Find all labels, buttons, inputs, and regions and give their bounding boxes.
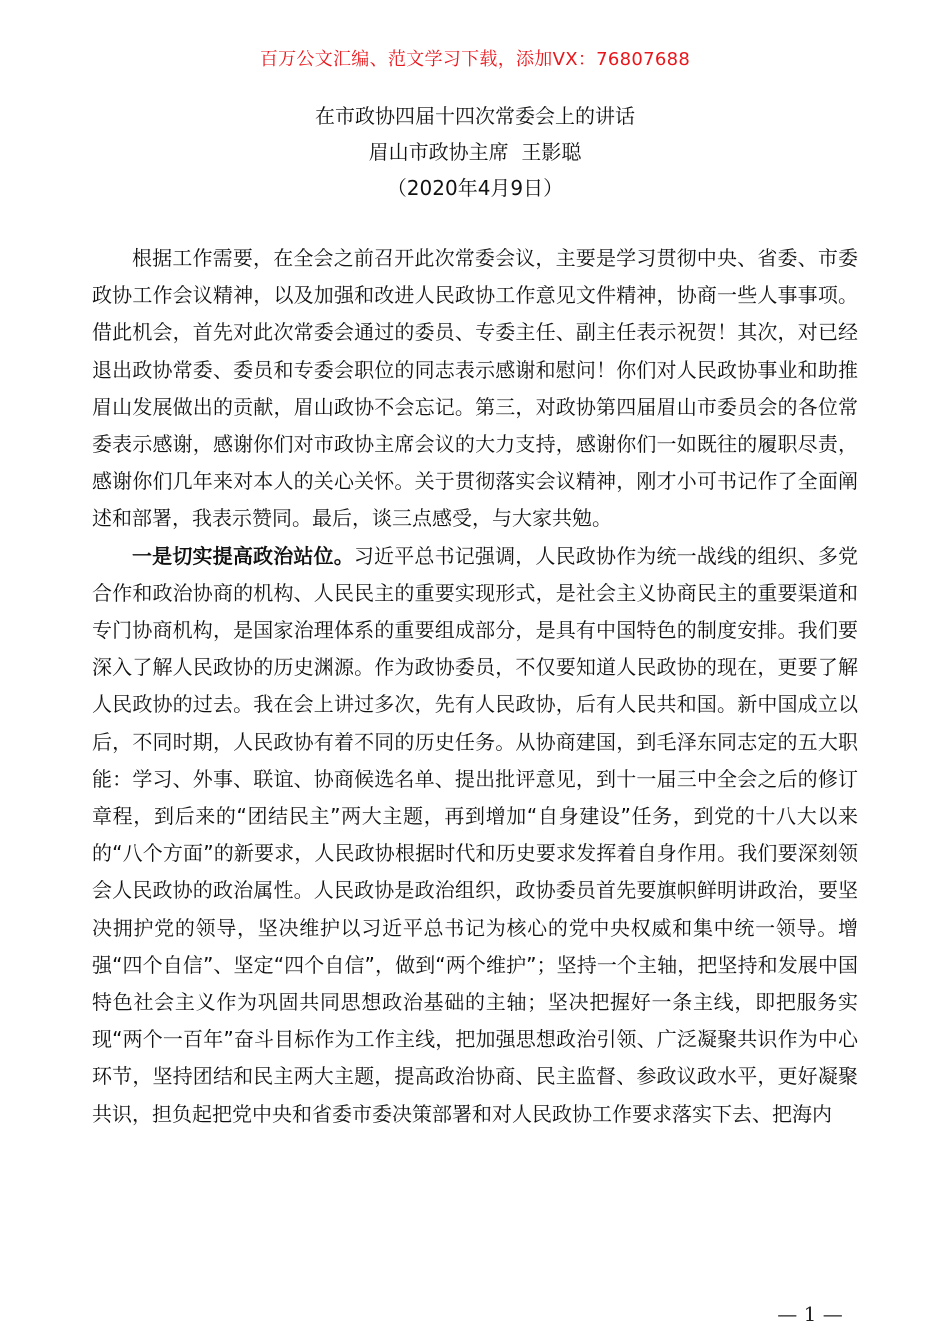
paragraph-point-one [92,538,858,1133]
speaker-line: 眉山市政协主席 王影聪 [368,140,582,164]
paragraph-intro [92,240,858,538]
document-title: 在市政协四届十四次常委会上的讲话 [315,104,635,128]
page-number: — 1 — [777,1302,843,1326]
speech-date: （2020年4月9日） [386,176,564,200]
paragraph-text: 根据工作需要，在全会之前召开此次常委会议，主要是学习贯彻中央、省委、市委政协工作会议精神，以及加强和改进人民政协工作意见文件精神，协商一些人事事项。借此机会，首先对此次常委会通过的委员、专委主任、副主任表示祝贺！其次，对已经退出政协常委、委员和专委会职位的同志表示感谢和慰问！你们对人民政协事业和助推眉山发展做出的贡献，眉山政协不会忘记。第三，对政协第四届眉山市委员会的各位常委表示感谢，感谢你们对市政协主席会议的大力支持，感谢你们一如既往的履职尽责，感谢你们几年来对本人的关心关怀。关于贯彻落实会议精神，刚才小可书记作了全面阐述和部署，我表示赞同。最后，谈三点感受，与大家共勉。 [92,246,858,531]
title-block [0,98,950,206]
promo-banner: 百万公文汇编、范文学习下载，添加VX：76807688 [259,49,691,70]
paragraph-lead: 一是切实提高政治站位。 [132,543,354,568]
document-body [92,240,858,1133]
paragraph-text: 习近平总书记强调，人民政协作为统一战线的组织、多党合作和政治协商的机构、人民民主的重要实现形式，是社会主义协商民主的重要渠道和专门协商机构，是国家治理体系的重要组成部分，是具有中国特色的制度安排。我们要深入了解人民政协的历史渊源。作为政协委员，不仅要知道人民政协的现在，更要了解人民政协的过去。我在会上讲过多次，先有人民政协，后有人民共和国。新中国成立以后，不同时期，人民政协有着不同的历史任务。从协商建国，到毛泽东同志定的五大职能：学习、外事、联谊、协商候选名单、提出批评意见，到十一届三中全会之后的修订章程，到后来的“团结民主”两大主题，再到增加“自身建设”任务，到党的十八大以来的“八个方面”的新要求，人民政协根据时代和历史要求发挥着自身作用。我们要深刻领会人民政协的政治属性。人民政协是政治组织，政协委员首先要旗帜鲜明讲政治，要坚决拥护党的领导，坚决维护以习近平总书记为核心的党中央权威和集中统一领导。增强“四个自信”、坚定“四个自信”，做到“两个维护”；坚持一个主轴，把坚持和发展中国特色社会主义作为巩固共同思想政治基础的主轴；坚决把握好一条主线，即把服务实现“两个一百年”奋斗目标作为工作主线，把加强思想政治引领、广泛凝聚共识作为中心环节，坚持团结和民主两大主题，提高政治协商、民主监督、参政议政水平，更好凝聚共识，担负起把党中央和省委市委决策部署和对人民政协工作要求落实下去、把海内 [92,543,859,1126]
